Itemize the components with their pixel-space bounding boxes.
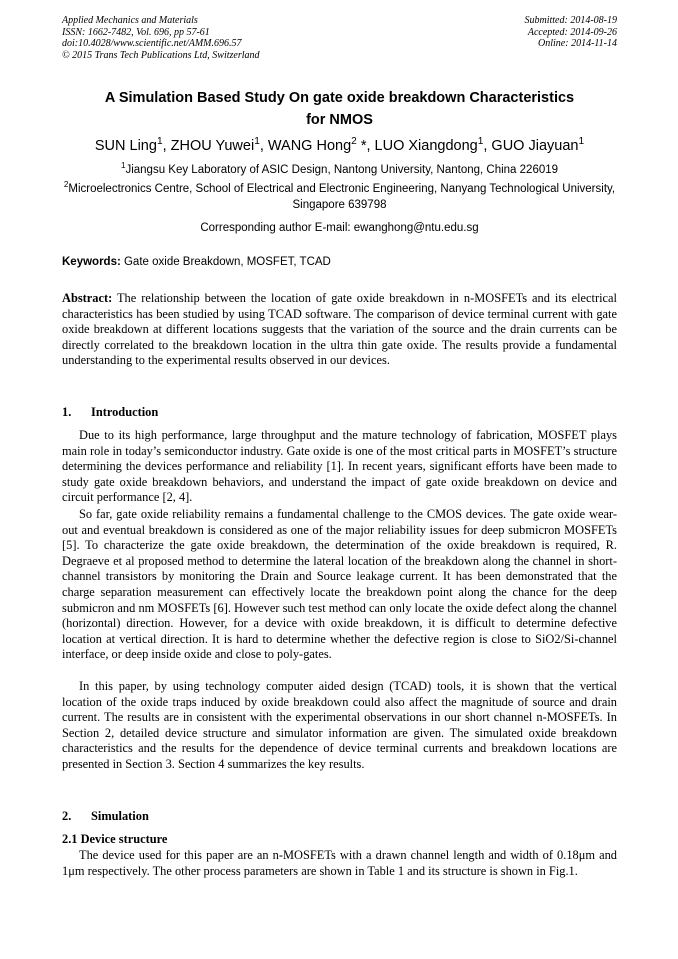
abstract-text: The relationship between the location of gate oxide breakdown in n-MOSFETs and its electrical characteristics has been studied by using TCAD software. The comparison of device terminal current with gate oxide breakdown at different locations suggests that the variation of the source and the drain currents can be directly correlated to the breakdown location in the ultra thin gate oxide. The results provide a fundamental understanding to the experimental results observed in our devices. [62, 291, 617, 368]
paper-title [62, 87, 617, 131]
simulation-paragraph-1: The device used for this paper are an n-MOSFETs with a drawn channel length and width of 0.18μm and 1μm respectively. The other process parameters are shown in Table 1 and its structure is shown in Fig.1. [62, 848, 617, 878]
section-heading-introduction [62, 405, 158, 420]
intro-paragraph-3: In this paper, by using technology computer aided design (TCAD) tools, it is shown that the vertical location of the oxide traps induced by oxide breakdown could also affect the magnitude of source and drain current. The results are in consistent with the experimental observations in our short channel n-MOSFETs. In Section 2, detailed device structure and simulator information are given. The simulated oxide breakdown characteristics and the results for the dependence of device terminal currents and breakdown locations are presented in Section 3. Section 4 summarizes the key results. [62, 679, 617, 771]
author-separator: , [162, 138, 171, 154]
author-affiliation-mark: 2 [351, 136, 357, 148]
title-line-2: for NMOS [306, 112, 373, 128]
abstract [62, 291, 617, 369]
corresponding-author: Corresponding author E-mail: ewanghong@ntu.edu.sg [200, 222, 479, 234]
accepted-date: Accepted: 2014-09-26 [527, 26, 617, 38]
author-separator: *, [356, 138, 375, 154]
journal-copyright: © 2015 Trans Tech Publications Ltd, Switzerland [62, 49, 260, 61]
author-name: LUO Xiangdong [374, 138, 478, 154]
author-separator: , [259, 138, 268, 154]
section-number: 2. [62, 809, 72, 823]
affiliation-1 [62, 163, 617, 179]
publication-dates [525, 15, 618, 50]
intro-paragraph-2: So far, gate oxide reliability remains a fundamental challenge to the CMOS devices. The gate oxide wear-out and eventual breakdown is considered as one of the major reliability issues for deep submicron MOSFETs [5]. To characterize the gate oxide breakdown, the determination of the oxide breakdown is required, R. Degraeve et al proposed method to determine the lateral location of the breakdown along the channel in short-channel transistors by monitoring the Drain and Source leakage current. It has been demonstrated that the charge separation measurement can effectively locate the breakdown point along the chance for the deep submicron and nm MOSFETs [6]. However such test method can only locate the oxide defect along the channel (horizontal) direction. However, for a device with oxide breakdown, it is difficult to determine defective location at vertical direction. It is hard to determine whether the defective region is close to SiO2/Si-channel interface, or deep inside oxide and close to poly-gates. [62, 507, 617, 662]
section-title: Simulation [91, 809, 149, 823]
author-name: ZHOU Yuwei [170, 138, 255, 154]
keywords-label: Keywords: [62, 256, 121, 268]
affiliation-text: Jiangsu Key Laboratory of ASIC Design, Nantong University, Nantong, China 226019 [125, 164, 559, 176]
section-number: 1. [62, 405, 72, 419]
author-separator: , [483, 138, 492, 154]
submitted-date: Submitted: 2014-08-19 [524, 15, 617, 26]
author-name: SUN Ling [94, 138, 157, 154]
affiliation-text: Microelectronics Centre, School of Electrical and Electronic Engineering, Nanyang Technological University, Singapore 639798 [68, 183, 616, 211]
keywords-text: Gate oxide Breakdown, MOSFET, TCAD [120, 256, 331, 268]
title-line-1: A Simulation Based Study On gate oxide breakdown Characteristics [104, 90, 575, 106]
intro-paragraph-1: Due to its high performance, large throughput and the mature technology of fabrication, MOSFET plays main role in today’s semiconductor industry. Gate oxide is one of the most critical parts in MOSFET’s structure determining the devices performance and reliability [1]. In recent years, significant efforts have been made to study gate oxide breakdown behaviors, and understand the impact of gate oxide breakdown on device and circuit performance [2, 4]. [62, 428, 617, 505]
keywords [62, 255, 617, 270]
journal-name: Applied Mechanics and Materials [62, 15, 198, 26]
online-date: Online: 2014-11-14 [538, 38, 617, 49]
author-name: GUO Jiayuan [491, 138, 579, 154]
affiliation-2 [62, 182, 617, 213]
author-affiliation-mark: 1 [578, 136, 585, 148]
journal-info [62, 15, 260, 61]
affiliation-mark: 1 [120, 161, 126, 171]
abstract-label: Abstract: [62, 291, 113, 305]
section-title: Introduction [91, 405, 159, 419]
author-affiliation-mark: 1 [156, 136, 163, 148]
affiliation-mark: 2 [63, 180, 69, 190]
author-list [62, 137, 617, 155]
section-heading-simulation [62, 809, 149, 824]
journal-issn: ISSN: 1662-7482, Vol. 696, pp 57-61 [62, 26, 210, 38]
subsection-heading-device-structure: 2.1 Device structure [62, 832, 168, 846]
author-name: WANG Hong [267, 138, 352, 154]
journal-doi: doi:10.4028/www.scientific.net/AMM.696.57 [62, 38, 242, 49]
author-affiliation-mark: 1 [477, 136, 484, 148]
author-affiliation-mark: 1 [254, 136, 260, 148]
